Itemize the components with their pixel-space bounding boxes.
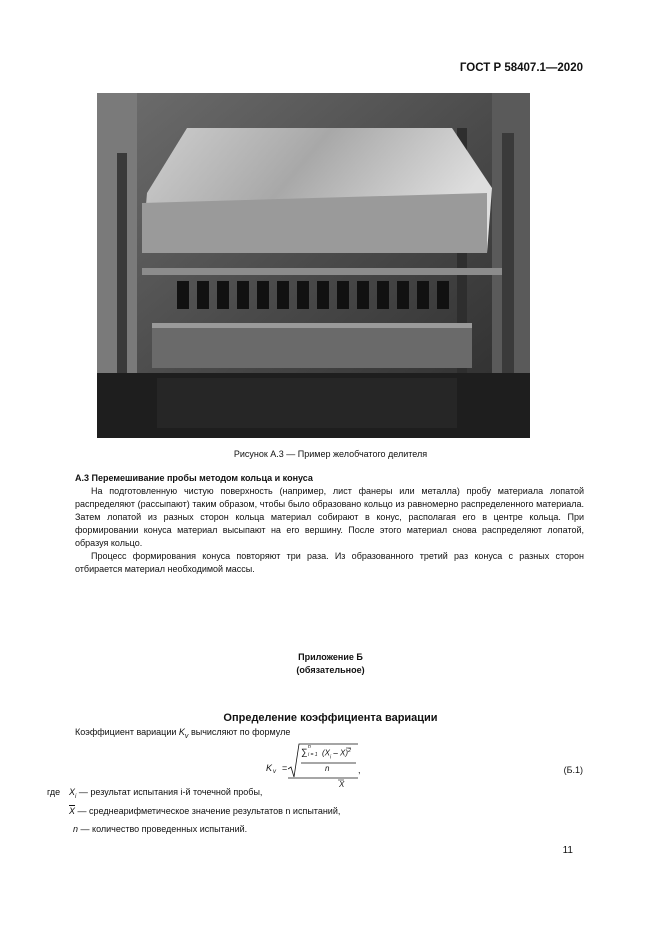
formula-numerator (322, 748, 351, 760)
legend-text: — количество проведенных испытаний. (80, 824, 248, 834)
legend-text: — результат испытания i-й точечной пробы, (78, 787, 263, 797)
legend-symbol: $\overline{X}$ (69, 806, 76, 816)
formula-lhs: K (266, 763, 273, 773)
appendix-status: (обязательное) (296, 665, 365, 675)
intro-var: K (178, 727, 185, 737)
page-number: 11 (562, 845, 573, 856)
formula-sum-lower: i = 1 (308, 752, 318, 758)
intro-tail: вычисляют по формуле (190, 727, 291, 737)
numerator-i: i (330, 754, 332, 761)
legend-item (69, 806, 340, 816)
legend-item (69, 787, 262, 800)
legend-symbol: X (69, 787, 76, 797)
section-a3-heading: А.3 Перемешивание пробы методом кольца и конуса (75, 473, 313, 483)
formula-lhs-sub: v (273, 769, 276, 775)
formula-b1 (266, 743, 386, 791)
legend-item (73, 824, 247, 834)
paragraph: На подготовленную чистую поверхность (например, лист фанеры или металла) пробу материала лопатой распределяют (рассыпают) таким образом, чтобы было образовано кольцо из равномерно распределенного материала. Затем лопатой из разных сторон кольца материал собирают в конус, располагая его в центре кольца. При формировании конуса материал высыпают на его вершину. После этого материал снова распределяют лопатой, образуя кольцо. (75, 486, 584, 548)
legend-text: — среднеарифметическое значение результатов n испытаний, (77, 806, 341, 816)
formula-n: n (325, 764, 330, 773)
paragraph: Процесс формирования конуса повторяют три раза. Из образованного третий раз конуса с разных сторон отбирается материал необходимой массы. (75, 551, 584, 574)
numerator-minus: – (333, 748, 338, 758)
numerator-close: ) (345, 748, 349, 758)
numerator-sq: 2 (348, 748, 351, 754)
formula-comma: , (358, 765, 361, 775)
standard-number: ГОСТ Р 58407.1—2020 (459, 62, 583, 74)
figure-caption: Рисунок А.3 — Пример желобчатого делителя (233, 449, 428, 459)
legend-symbol: n (73, 824, 79, 834)
formula-sum-upper: n (308, 744, 311, 750)
formula-sum: ∑ (301, 747, 308, 757)
section-title: Определение коэффициента вариации (223, 712, 438, 724)
formula-number: (Б.1) (563, 765, 583, 775)
numerator-xbar: X (340, 748, 346, 758)
legend-sub: i (75, 793, 77, 800)
section-a3-body (75, 485, 584, 576)
legend-where: где (47, 787, 61, 797)
intro-sub: v (184, 732, 189, 740)
formula-eq: = (282, 763, 288, 773)
riffle-divider-photo (97, 93, 530, 438)
appendix-title: Приложение Б (298, 652, 363, 662)
formula-denominator: X (339, 780, 345, 789)
numerator-expr: (X (322, 748, 330, 758)
formula-intro (75, 727, 290, 740)
intro-text: Коэффициент вариации (75, 727, 177, 737)
